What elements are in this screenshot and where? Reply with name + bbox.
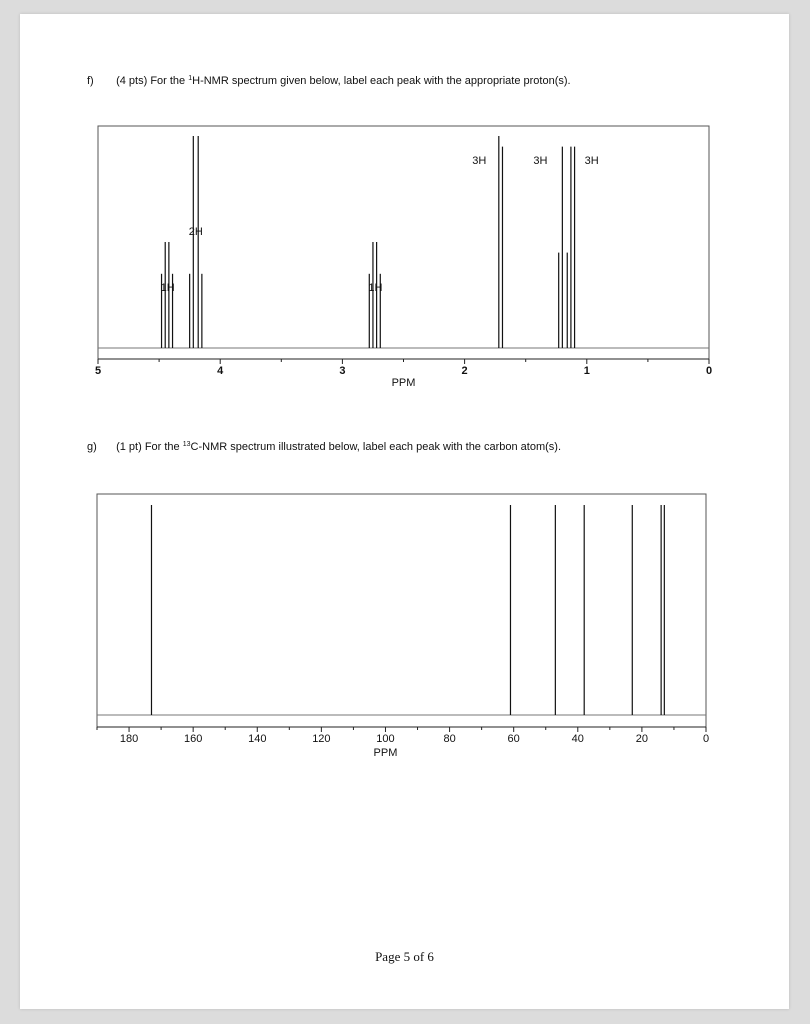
page-number: Page 5 of 6 — [375, 949, 434, 964]
c-nmr-tick-label: 0 — [702, 733, 710, 745]
question-f-superscript: 1 — [188, 75, 193, 82]
h-nmr-integration-label: 2H — [188, 226, 203, 238]
question-g-text-before: For the — [144, 441, 183, 453]
c-nmr-tick-label: 160 — [183, 733, 203, 745]
question-f-text-before: For the — [150, 75, 189, 87]
h-nmr-tick-label: 1 — [583, 365, 590, 377]
question-f-text-after: H-NMR spectrum given below, label each peak with the appropriate proton(s). — [192, 75, 571, 87]
question-g-points: (1 pt) — [116, 441, 142, 453]
h-nmr-tick-label: 3 — [339, 365, 346, 377]
question-g-text-after: C-NMR spectrum illustrated below, label each peak with the carbon atom(s). — [190, 441, 562, 453]
c-nmr-tick-label: 100 — [376, 733, 395, 745]
c-nmr-tick-label: 60 — [507, 733, 520, 745]
h-nmr-integration-label: 3H — [533, 155, 548, 167]
h-nmr-integration-label: 3H — [584, 155, 599, 167]
h-nmr-integration-label: 1H — [368, 282, 383, 294]
document-page — [20, 14, 789, 1009]
h-nmr-tick-label: 4 — [217, 365, 224, 377]
c-nmr-tick-label: 140 — [248, 733, 267, 745]
c-nmr-tick-label: 80 — [443, 733, 456, 745]
c-nmr-tick-label: 40 — [571, 733, 584, 745]
c-nmr-spectrum — [97, 494, 709, 759]
c-nmr-x-label: PPM — [373, 747, 398, 759]
question-f-label: f) — [87, 75, 94, 87]
h-nmr-x-label: PPM — [391, 377, 416, 389]
c-nmr-frame — [97, 494, 706, 727]
h-nmr-tick-label: 2 — [461, 365, 468, 377]
question-f-points: (4 pts) — [116, 75, 148, 87]
c-nmr-tick-label: 180 — [119, 733, 139, 745]
question-g-superscript: 13 — [182, 441, 191, 448]
h-nmr-tick-label: 5 — [94, 365, 102, 377]
question-g-label: g) — [87, 441, 97, 453]
h-nmr-integration-label: 3H — [472, 155, 487, 167]
c-nmr-tick-label: 120 — [312, 733, 331, 745]
spectra-canvas — [20, 14, 789, 1009]
h-nmr-spectrum — [95, 126, 712, 389]
h-nmr-integration-label: 1H — [160, 282, 175, 294]
h-nmr-tick-label: 0 — [705, 365, 713, 377]
c-nmr-tick-label: 20 — [635, 733, 649, 745]
